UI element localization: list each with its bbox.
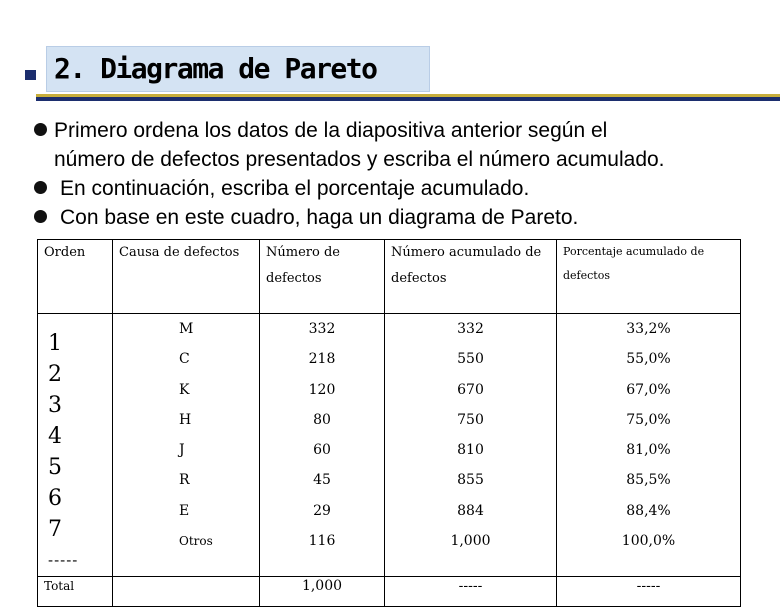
percent-cell: 33,2% xyxy=(626,321,671,337)
title-bullet-icon xyxy=(25,70,36,80)
total-cumulative: ----- xyxy=(385,577,557,607)
bullet-text: Con base en este cuadro, haga un diagrama de Pareto. xyxy=(60,206,579,229)
count-cell: 116 xyxy=(308,533,336,550)
title-rule-navy xyxy=(36,97,780,101)
count-cell: 218 xyxy=(308,351,336,368)
bullet-text: Primero ordena los datos de la diapositiva anterior según el xyxy=(54,119,608,142)
order-cell: 6 xyxy=(48,486,62,511)
cause-cell: J xyxy=(179,442,185,459)
bullet-continuation xyxy=(34,145,774,174)
percent-cell: 100,0% xyxy=(621,533,676,550)
bullet-list xyxy=(34,116,774,232)
order-cell: 3 xyxy=(48,393,62,418)
table-footer-row xyxy=(38,577,741,607)
cumulative-cell: 884 xyxy=(457,502,484,519)
bullet-dot-icon xyxy=(34,210,47,223)
cause-cell: C xyxy=(179,351,190,368)
pareto-table xyxy=(37,239,741,607)
percent-cell: 75,0% xyxy=(626,411,671,428)
order-cell: 2 xyxy=(48,362,62,387)
order-cell: 1 xyxy=(48,331,62,356)
total-count: 1,000 xyxy=(260,577,385,607)
count-column xyxy=(260,314,385,577)
cause-cell: M xyxy=(179,321,194,337)
total-cause-cell xyxy=(113,577,260,607)
cumulative-cell: 1,000 xyxy=(450,533,491,550)
bullet-text: En continuación, escriba el porcentaje acumulado. xyxy=(60,177,530,200)
cumulative-cell: 810 xyxy=(457,442,484,459)
count-cell: 60 xyxy=(313,442,331,459)
bullet-text: número de defectos presentados y escriba el número acumulado. xyxy=(54,148,665,171)
bullet-dot-icon xyxy=(34,181,47,194)
percent-cell: 67,0% xyxy=(626,381,671,398)
order-cell: 4 xyxy=(48,424,62,449)
cause-cell: E xyxy=(179,502,190,519)
percent-cell: 81,0% xyxy=(626,442,671,459)
cause-cell: K xyxy=(179,381,190,398)
header-porcentaje: Porcentaje acumulado de defectos xyxy=(557,240,741,314)
header-numero: Número de defectos xyxy=(260,240,385,314)
table-header-row xyxy=(38,240,741,314)
cause-cell: R xyxy=(179,472,190,489)
header-acumulado: Número acumulado de defectos xyxy=(385,240,557,314)
count-cell: 120 xyxy=(308,381,336,398)
cumulative-cell: 332 xyxy=(457,321,484,337)
header-orden: Orden xyxy=(38,240,113,314)
total-label: Total xyxy=(38,577,113,607)
header-causa: Causa de defectos xyxy=(113,240,260,314)
slide-title: 2. Diagrama de Pareto xyxy=(54,52,377,85)
cause-column xyxy=(113,314,260,577)
bullet-item xyxy=(34,203,774,232)
table-body-row xyxy=(38,314,741,577)
total-percent: ----- xyxy=(557,577,741,607)
cause-cell: Otros xyxy=(179,534,213,549)
percent-cell: 88,4% xyxy=(626,502,671,519)
bullet-dot-icon xyxy=(34,123,47,136)
cumulative-cell: 670 xyxy=(457,381,484,398)
cumulative-cell: 750 xyxy=(457,411,484,428)
order-cell: ----- xyxy=(48,551,79,569)
count-cell: 332 xyxy=(308,321,336,337)
cumulative-cell: 550 xyxy=(457,351,484,368)
percent-column xyxy=(557,314,741,577)
cause-cell: H xyxy=(179,411,192,428)
bullet-item xyxy=(34,116,774,145)
count-cell: 80 xyxy=(313,411,331,428)
cumulative-cell: 855 xyxy=(457,472,484,489)
percent-cell: 55,0% xyxy=(626,351,671,368)
count-cell: 29 xyxy=(313,502,331,519)
cumulative-column xyxy=(385,314,557,577)
percent-cell: 85,5% xyxy=(626,472,671,489)
count-cell: 45 xyxy=(313,472,331,489)
order-column xyxy=(38,314,113,577)
order-cell: 5 xyxy=(48,455,62,480)
bullet-item xyxy=(34,174,774,203)
order-cell: 7 xyxy=(48,517,62,542)
